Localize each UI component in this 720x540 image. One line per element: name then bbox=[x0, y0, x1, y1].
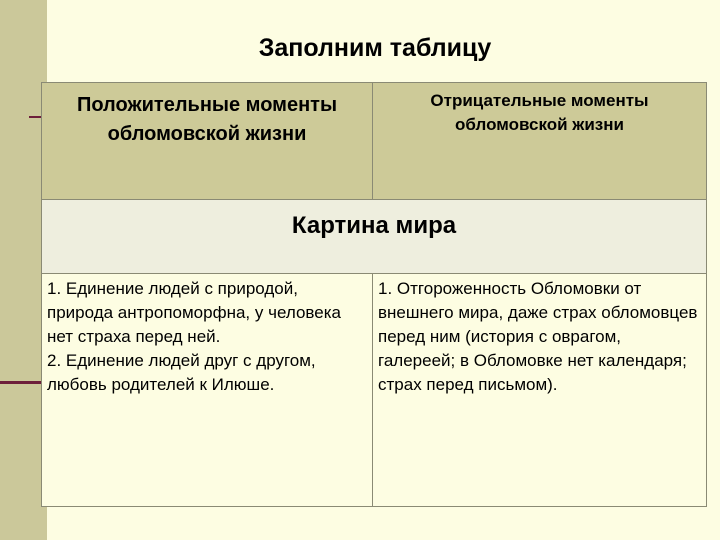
slide-title: Заполним таблицу bbox=[258, 34, 492, 62]
comparison-table bbox=[41, 82, 707, 507]
table-header-row bbox=[42, 83, 707, 200]
cell-positive-text: 1. Единение людей с природой, природа антропоморфна, у человека нет страха перед ней. 2. Единение людей друг с другом, любовь родителей к Илюше. bbox=[47, 279, 341, 394]
section-title: Картина мира bbox=[42, 200, 707, 274]
table-section-row bbox=[42, 200, 707, 274]
cell-positive bbox=[42, 274, 373, 507]
header-positive: Положительные моменты обломовской жизни bbox=[42, 83, 373, 200]
table-row bbox=[42, 274, 707, 507]
cell-negative bbox=[373, 274, 707, 507]
header-negative: Отрицательные моменты обломовской жизни bbox=[373, 83, 707, 200]
left-decorative-band bbox=[0, 0, 47, 540]
cell-negative-text: 1. Отгороженность Обломовки от внешнего мира, даже страх обломовцев перед ним (история с оврагом, галереей; в Обломовке нет календаря; страх перед письмом). bbox=[378, 279, 698, 394]
